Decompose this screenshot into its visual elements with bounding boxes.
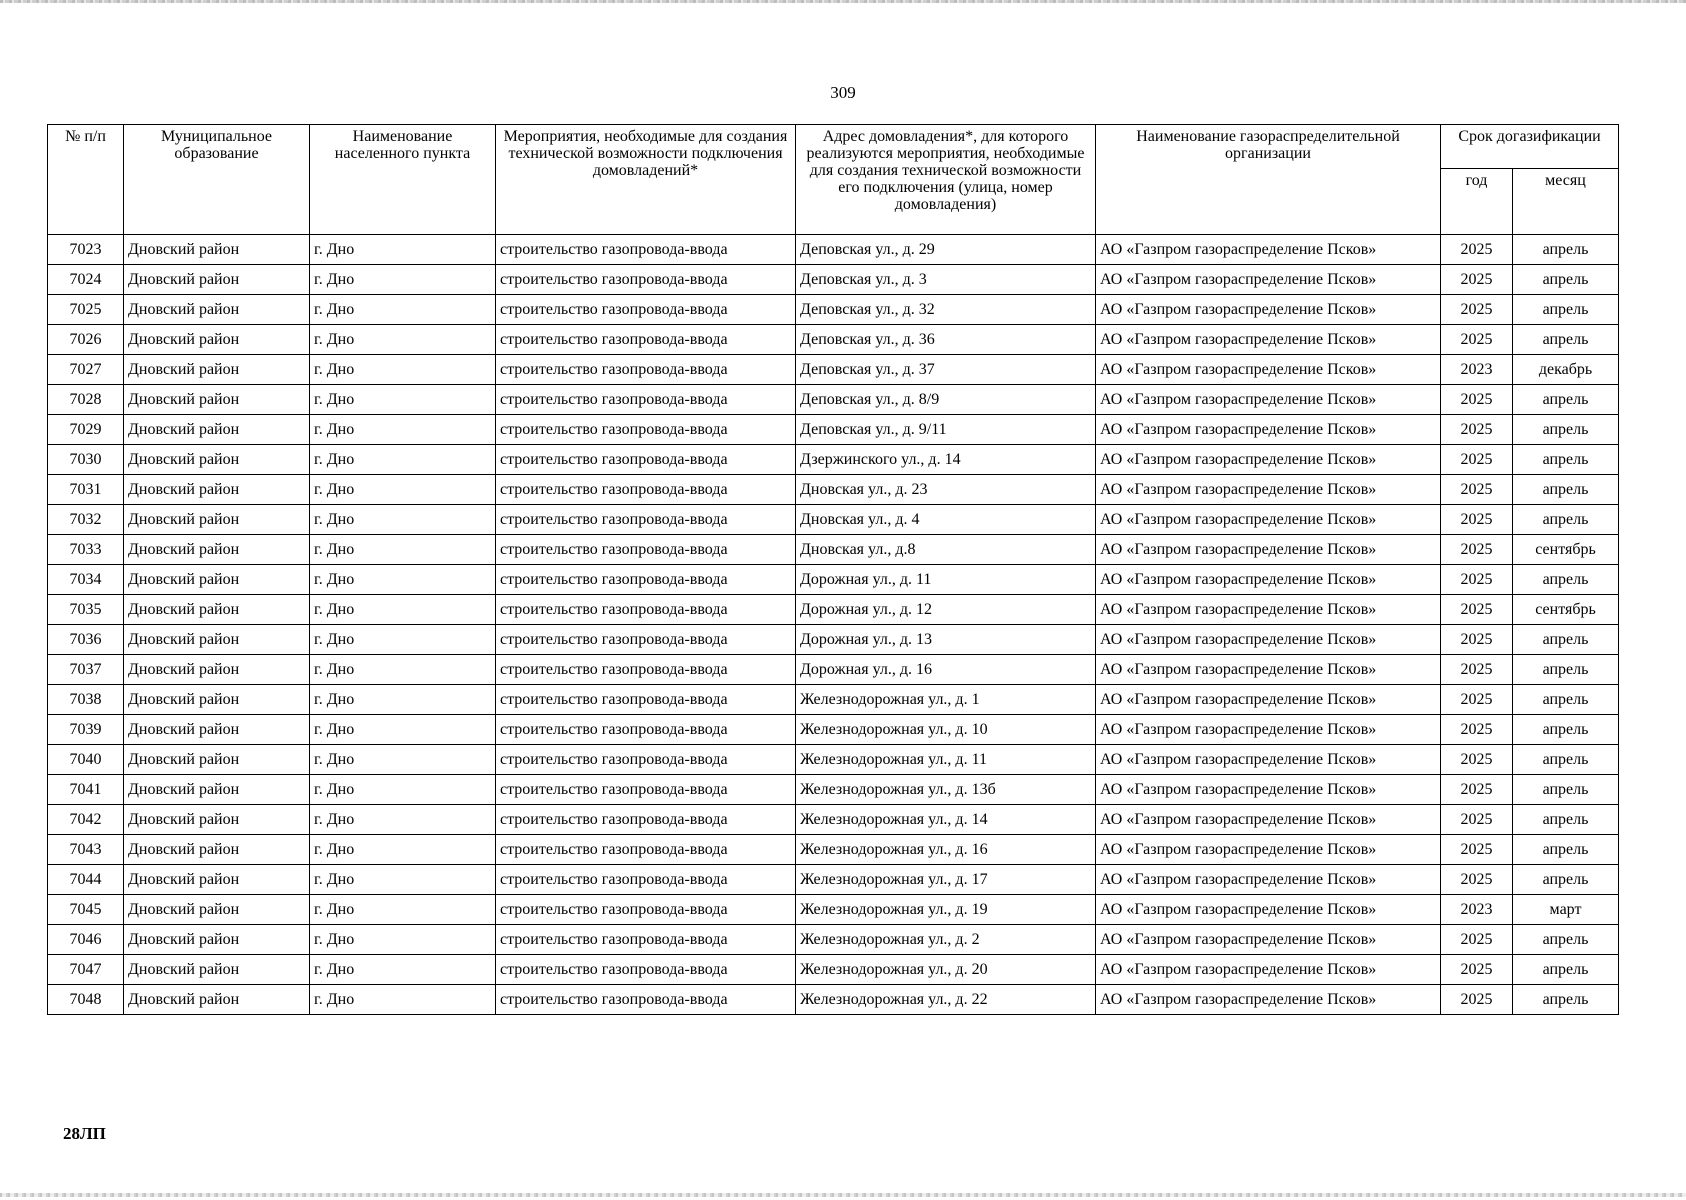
- cell-address: Деповская ул., д. 8/9: [796, 385, 1096, 415]
- cell-year: 2025: [1441, 385, 1513, 415]
- cell-organization: АО «Газпром газораспределение Псков»: [1096, 295, 1441, 325]
- cell-locality: г. Дно: [310, 475, 496, 505]
- cell-year: 2025: [1441, 985, 1513, 1015]
- table-body: [48, 235, 1619, 1015]
- cell-address: Деповская ул., д. 9/11: [796, 415, 1096, 445]
- cell-year: 2025: [1441, 715, 1513, 745]
- cell-num: 7023: [48, 235, 124, 265]
- cell-month: апрель: [1513, 745, 1619, 775]
- cell-year: 2025: [1441, 475, 1513, 505]
- cell-address: Железнодорожная ул., д. 19: [796, 895, 1096, 925]
- cell-address: Дновская ул., д. 4: [796, 505, 1096, 535]
- cell-activity: строительство газопровода-ввода: [496, 265, 796, 295]
- table-row: [48, 925, 1619, 955]
- cell-num: 7029: [48, 415, 124, 445]
- cell-municipality: Дновский район: [124, 775, 310, 805]
- cell-municipality: Дновский район: [124, 415, 310, 445]
- cell-month: апрель: [1513, 775, 1619, 805]
- cell-locality: г. Дно: [310, 715, 496, 745]
- cell-month: апрель: [1513, 655, 1619, 685]
- header-row: [48, 125, 1619, 169]
- header-organization: Наименование газораспределительной организации: [1096, 125, 1441, 235]
- cell-organization: АО «Газпром газораспределение Псков»: [1096, 835, 1441, 865]
- cell-locality: г. Дно: [310, 685, 496, 715]
- cell-num: 7048: [48, 985, 124, 1015]
- cell-month: декабрь: [1513, 355, 1619, 385]
- cell-month: сентябрь: [1513, 595, 1619, 625]
- cell-activity: строительство газопровода-ввода: [496, 895, 796, 925]
- cell-municipality: Дновский район: [124, 715, 310, 745]
- cell-address: Железнодорожная ул., д. 2: [796, 925, 1096, 955]
- cell-num: 7046: [48, 925, 124, 955]
- table-row: [48, 295, 1619, 325]
- cell-num: 7043: [48, 835, 124, 865]
- cell-num: 7037: [48, 655, 124, 685]
- cell-activity: строительство газопровода-ввода: [496, 685, 796, 715]
- cell-activity: строительство газопровода-ввода: [496, 235, 796, 265]
- header-locality: Наименование населенного пункта: [310, 125, 496, 235]
- cell-month: апрель: [1513, 985, 1619, 1015]
- cell-municipality: Дновский район: [124, 595, 310, 625]
- cell-address: Железнодорожная ул., д. 10: [796, 715, 1096, 745]
- cell-address: Железнодорожная ул., д. 22: [796, 985, 1096, 1015]
- header-activities: Мероприятия, необходимые для создания технической возможности подключения домовладений*: [496, 125, 796, 235]
- cell-month: апрель: [1513, 625, 1619, 655]
- cell-organization: АО «Газпром газораспределение Псков»: [1096, 805, 1441, 835]
- cell-organization: АО «Газпром газораспределение Псков»: [1096, 625, 1441, 655]
- cell-month: апрель: [1513, 835, 1619, 865]
- header-address: Адрес домовладения*, для которого реализуются мероприятия, необходимые для создания технической возможности его подключения (улица, номер домовладения): [796, 125, 1096, 235]
- cell-organization: АО «Газпром газораспределение Псков»: [1096, 235, 1441, 265]
- cell-year: 2025: [1441, 445, 1513, 475]
- scan-edge-bottom: [0, 1193, 1686, 1197]
- cell-activity: строительство газопровода-ввода: [496, 565, 796, 595]
- table-row: [48, 325, 1619, 355]
- cell-year: 2025: [1441, 295, 1513, 325]
- cell-organization: АО «Газпром газораспределение Псков»: [1096, 985, 1441, 1015]
- table-row: [48, 445, 1619, 475]
- cell-municipality: Дновский район: [124, 505, 310, 535]
- cell-municipality: Дновский район: [124, 625, 310, 655]
- cell-organization: АО «Газпром газораспределение Псков»: [1096, 715, 1441, 745]
- cell-locality: г. Дно: [310, 865, 496, 895]
- cell-year: 2025: [1441, 835, 1513, 865]
- table-row: [48, 385, 1619, 415]
- cell-year: 2025: [1441, 535, 1513, 565]
- cell-locality: г. Дно: [310, 565, 496, 595]
- cell-month: апрель: [1513, 385, 1619, 415]
- cell-locality: г. Дно: [310, 745, 496, 775]
- cell-num: 7027: [48, 355, 124, 385]
- cell-organization: АО «Газпром газораспределение Псков»: [1096, 355, 1441, 385]
- cell-address: Железнодорожная ул., д. 20: [796, 955, 1096, 985]
- cell-year: 2025: [1441, 265, 1513, 295]
- table-row: [48, 655, 1619, 685]
- cell-address: Деповская ул., д. 36: [796, 325, 1096, 355]
- cell-year: 2025: [1441, 805, 1513, 835]
- cell-locality: г. Дно: [310, 535, 496, 565]
- table-row: [48, 985, 1619, 1015]
- cell-num: 7035: [48, 595, 124, 625]
- cell-num: 7040: [48, 745, 124, 775]
- cell-municipality: Дновский район: [124, 265, 310, 295]
- cell-activity: строительство газопровода-ввода: [496, 955, 796, 985]
- cell-month: апрель: [1513, 955, 1619, 985]
- header-num: № п/п: [48, 125, 124, 235]
- cell-organization: АО «Газпром газораспределение Псков»: [1096, 445, 1441, 475]
- header-year: год: [1441, 169, 1513, 235]
- header-deadline: Срок догазификации: [1441, 125, 1619, 169]
- cell-month: апрель: [1513, 325, 1619, 355]
- cell-address: Дновская ул., д.8: [796, 535, 1096, 565]
- cell-address: Деповская ул., д. 32: [796, 295, 1096, 325]
- table-row: [48, 235, 1619, 265]
- cell-month: апрель: [1513, 505, 1619, 535]
- table-row: [48, 955, 1619, 985]
- scan-edge-top: [0, 0, 1686, 3]
- cell-organization: АО «Газпром газораспределение Псков»: [1096, 775, 1441, 805]
- cell-month: март: [1513, 895, 1619, 925]
- table-row: [48, 565, 1619, 595]
- cell-activity: строительство газопровода-ввода: [496, 355, 796, 385]
- cell-municipality: Дновский район: [124, 475, 310, 505]
- cell-activity: строительство газопровода-ввода: [496, 835, 796, 865]
- cell-organization: АО «Газпром газораспределение Псков»: [1096, 475, 1441, 505]
- cell-activity: строительство газопровода-ввода: [496, 505, 796, 535]
- cell-municipality: Дновский район: [124, 295, 310, 325]
- cell-year: 2025: [1441, 865, 1513, 895]
- cell-address: Дорожная ул., д. 16: [796, 655, 1096, 685]
- cell-num: 7033: [48, 535, 124, 565]
- cell-num: 7045: [48, 895, 124, 925]
- cell-activity: строительство газопровода-ввода: [496, 865, 796, 895]
- table-row: [48, 895, 1619, 925]
- cell-locality: г. Дно: [310, 415, 496, 445]
- cell-organization: АО «Газпром газораспределение Псков»: [1096, 745, 1441, 775]
- cell-locality: г. Дно: [310, 775, 496, 805]
- cell-year: 2025: [1441, 745, 1513, 775]
- table-row: [48, 805, 1619, 835]
- cell-year: 2025: [1441, 925, 1513, 955]
- cell-year: 2025: [1441, 955, 1513, 985]
- cell-month: апрель: [1513, 805, 1619, 835]
- table-row: [48, 835, 1619, 865]
- cell-municipality: Дновский район: [124, 895, 310, 925]
- gasification-table: [47, 124, 1619, 1015]
- cell-year: 2025: [1441, 625, 1513, 655]
- cell-organization: АО «Газпром газораспределение Псков»: [1096, 325, 1441, 355]
- cell-activity: строительство газопровода-ввода: [496, 325, 796, 355]
- cell-locality: г. Дно: [310, 445, 496, 475]
- table-row: [48, 745, 1619, 775]
- cell-organization: АО «Газпром газораспределение Псков»: [1096, 505, 1441, 535]
- cell-month: апрель: [1513, 865, 1619, 895]
- cell-locality: г. Дно: [310, 265, 496, 295]
- cell-activity: строительство газопровода-ввода: [496, 625, 796, 655]
- cell-organization: АО «Газпром газораспределение Псков»: [1096, 655, 1441, 685]
- cell-organization: АО «Газпром газораспределение Псков»: [1096, 535, 1441, 565]
- cell-month: апрель: [1513, 295, 1619, 325]
- cell-year: 2025: [1441, 415, 1513, 445]
- cell-address: Дорожная ул., д. 11: [796, 565, 1096, 595]
- cell-address: Дорожная ул., д. 13: [796, 625, 1096, 655]
- cell-num: 7034: [48, 565, 124, 595]
- cell-organization: АО «Газпром газораспределение Псков»: [1096, 895, 1441, 925]
- cell-num: 7032: [48, 505, 124, 535]
- table-row: [48, 475, 1619, 505]
- cell-address: Железнодорожная ул., д. 14: [796, 805, 1096, 835]
- cell-activity: строительство газопровода-ввода: [496, 475, 796, 505]
- cell-organization: АО «Газпром газораспределение Псков»: [1096, 595, 1441, 625]
- cell-municipality: Дновский район: [124, 865, 310, 895]
- cell-num: 7038: [48, 685, 124, 715]
- cell-locality: г. Дно: [310, 235, 496, 265]
- table-row: [48, 535, 1619, 565]
- header-month: месяц: [1513, 169, 1619, 235]
- table-row: [48, 265, 1619, 295]
- cell-month: апрель: [1513, 415, 1619, 445]
- cell-locality: г. Дно: [310, 985, 496, 1015]
- cell-municipality: Дновский район: [124, 565, 310, 595]
- cell-municipality: Дновский район: [124, 535, 310, 565]
- cell-locality: г. Дно: [310, 325, 496, 355]
- cell-municipality: Дновский район: [124, 925, 310, 955]
- cell-address: Железнодорожная ул., д. 16: [796, 835, 1096, 865]
- cell-year: 2023: [1441, 355, 1513, 385]
- page-number: 309: [830, 83, 856, 102]
- cell-num: 7041: [48, 775, 124, 805]
- cell-month: апрель: [1513, 715, 1619, 745]
- cell-num: 7024: [48, 265, 124, 295]
- cell-address: Железнодорожная ул., д. 17: [796, 865, 1096, 895]
- cell-municipality: Дновский район: [124, 835, 310, 865]
- cell-activity: строительство газопровода-ввода: [496, 415, 796, 445]
- cell-locality: г. Дно: [310, 655, 496, 685]
- cell-locality: г. Дно: [310, 355, 496, 385]
- cell-year: 2025: [1441, 505, 1513, 535]
- cell-year: 2025: [1441, 235, 1513, 265]
- table-row: [48, 625, 1619, 655]
- cell-activity: строительство газопровода-ввода: [496, 925, 796, 955]
- cell-organization: АО «Газпром газораспределение Псков»: [1096, 385, 1441, 415]
- cell-activity: строительство газопровода-ввода: [496, 595, 796, 625]
- cell-address: Железнодорожная ул., д. 1: [796, 685, 1096, 715]
- table-row: [48, 775, 1619, 805]
- cell-municipality: Дновский район: [124, 805, 310, 835]
- cell-organization: АО «Газпром газораспределение Псков»: [1096, 265, 1441, 295]
- cell-address: Деповская ул., д. 37: [796, 355, 1096, 385]
- cell-month: апрель: [1513, 685, 1619, 715]
- cell-address: Деповская ул., д. 29: [796, 235, 1096, 265]
- cell-num: 7025: [48, 295, 124, 325]
- cell-municipality: Дновский район: [124, 355, 310, 385]
- cell-year: 2025: [1441, 775, 1513, 805]
- cell-year: 2025: [1441, 595, 1513, 625]
- cell-locality: г. Дно: [310, 835, 496, 865]
- cell-municipality: Дновский район: [124, 445, 310, 475]
- cell-year: 2025: [1441, 685, 1513, 715]
- cell-num: 7039: [48, 715, 124, 745]
- cell-address: Железнодорожная ул., д. 13б: [796, 775, 1096, 805]
- cell-locality: г. Дно: [310, 805, 496, 835]
- cell-locality: г. Дно: [310, 505, 496, 535]
- cell-activity: строительство газопровода-ввода: [496, 385, 796, 415]
- cell-organization: АО «Газпром газораспределение Псков»: [1096, 955, 1441, 985]
- table-row: [48, 685, 1619, 715]
- table-row: [48, 595, 1619, 625]
- cell-organization: АО «Газпром газораспределение Псков»: [1096, 865, 1441, 895]
- cell-month: апрель: [1513, 265, 1619, 295]
- cell-num: 7042: [48, 805, 124, 835]
- cell-organization: АО «Газпром газораспределение Псков»: [1096, 415, 1441, 445]
- cell-municipality: Дновский район: [124, 385, 310, 415]
- cell-activity: строительство газопровода-ввода: [496, 715, 796, 745]
- cell-address: Дорожная ул., д. 12: [796, 595, 1096, 625]
- cell-municipality: Дновский район: [124, 685, 310, 715]
- cell-num: 7047: [48, 955, 124, 985]
- cell-municipality: Дновский район: [124, 235, 310, 265]
- cell-municipality: Дновский район: [124, 985, 310, 1015]
- cell-organization: АО «Газпром газораспределение Псков»: [1096, 565, 1441, 595]
- cell-activity: строительство газопровода-ввода: [496, 985, 796, 1015]
- cell-year: 2023: [1441, 895, 1513, 925]
- cell-year: 2025: [1441, 325, 1513, 355]
- cell-num: 7044: [48, 865, 124, 895]
- cell-locality: г. Дно: [310, 385, 496, 415]
- cell-month: апрель: [1513, 235, 1619, 265]
- cell-organization: АО «Газпром газораспределение Псков»: [1096, 925, 1441, 955]
- cell-activity: строительство газопровода-ввода: [496, 745, 796, 775]
- cell-organization: АО «Газпром газораспределение Псков»: [1096, 685, 1441, 715]
- cell-address: Дновская ул., д. 23: [796, 475, 1096, 505]
- table-row: [48, 865, 1619, 895]
- table-row: [48, 355, 1619, 385]
- cell-year: 2025: [1441, 655, 1513, 685]
- cell-address: Деповская ул., д. 3: [796, 265, 1096, 295]
- cell-activity: строительство газопровода-ввода: [496, 295, 796, 325]
- cell-municipality: Дновский район: [124, 325, 310, 355]
- cell-municipality: Дновский район: [124, 745, 310, 775]
- cell-locality: г. Дно: [310, 625, 496, 655]
- cell-locality: г. Дно: [310, 295, 496, 325]
- footer-code: 28ЛП: [63, 1124, 106, 1143]
- cell-month: апрель: [1513, 475, 1619, 505]
- cell-municipality: Дновский район: [124, 955, 310, 985]
- cell-locality: г. Дно: [310, 955, 496, 985]
- cell-address: Железнодорожная ул., д. 11: [796, 745, 1096, 775]
- table-row: [48, 415, 1619, 445]
- cell-num: 7026: [48, 325, 124, 355]
- table-row: [48, 715, 1619, 745]
- cell-month: апрель: [1513, 925, 1619, 955]
- cell-num: 7028: [48, 385, 124, 415]
- cell-month: апрель: [1513, 565, 1619, 595]
- cell-activity: строительство газопровода-ввода: [496, 805, 796, 835]
- cell-activity: строительство газопровода-ввода: [496, 535, 796, 565]
- cell-locality: г. Дно: [310, 595, 496, 625]
- cell-address: Дзержинского ул., д. 14: [796, 445, 1096, 475]
- cell-num: 7031: [48, 475, 124, 505]
- cell-month: сентябрь: [1513, 535, 1619, 565]
- cell-activity: строительство газопровода-ввода: [496, 775, 796, 805]
- cell-year: 2025: [1441, 565, 1513, 595]
- cell-activity: строительство газопровода-ввода: [496, 445, 796, 475]
- cell-num: 7030: [48, 445, 124, 475]
- cell-locality: г. Дно: [310, 925, 496, 955]
- cell-num: 7036: [48, 625, 124, 655]
- cell-month: апрель: [1513, 445, 1619, 475]
- cell-activity: строительство газопровода-ввода: [496, 655, 796, 685]
- cell-locality: г. Дно: [310, 895, 496, 925]
- cell-municipality: Дновский район: [124, 655, 310, 685]
- table-row: [48, 505, 1619, 535]
- header-municipality: Муниципальное образование: [124, 125, 310, 235]
